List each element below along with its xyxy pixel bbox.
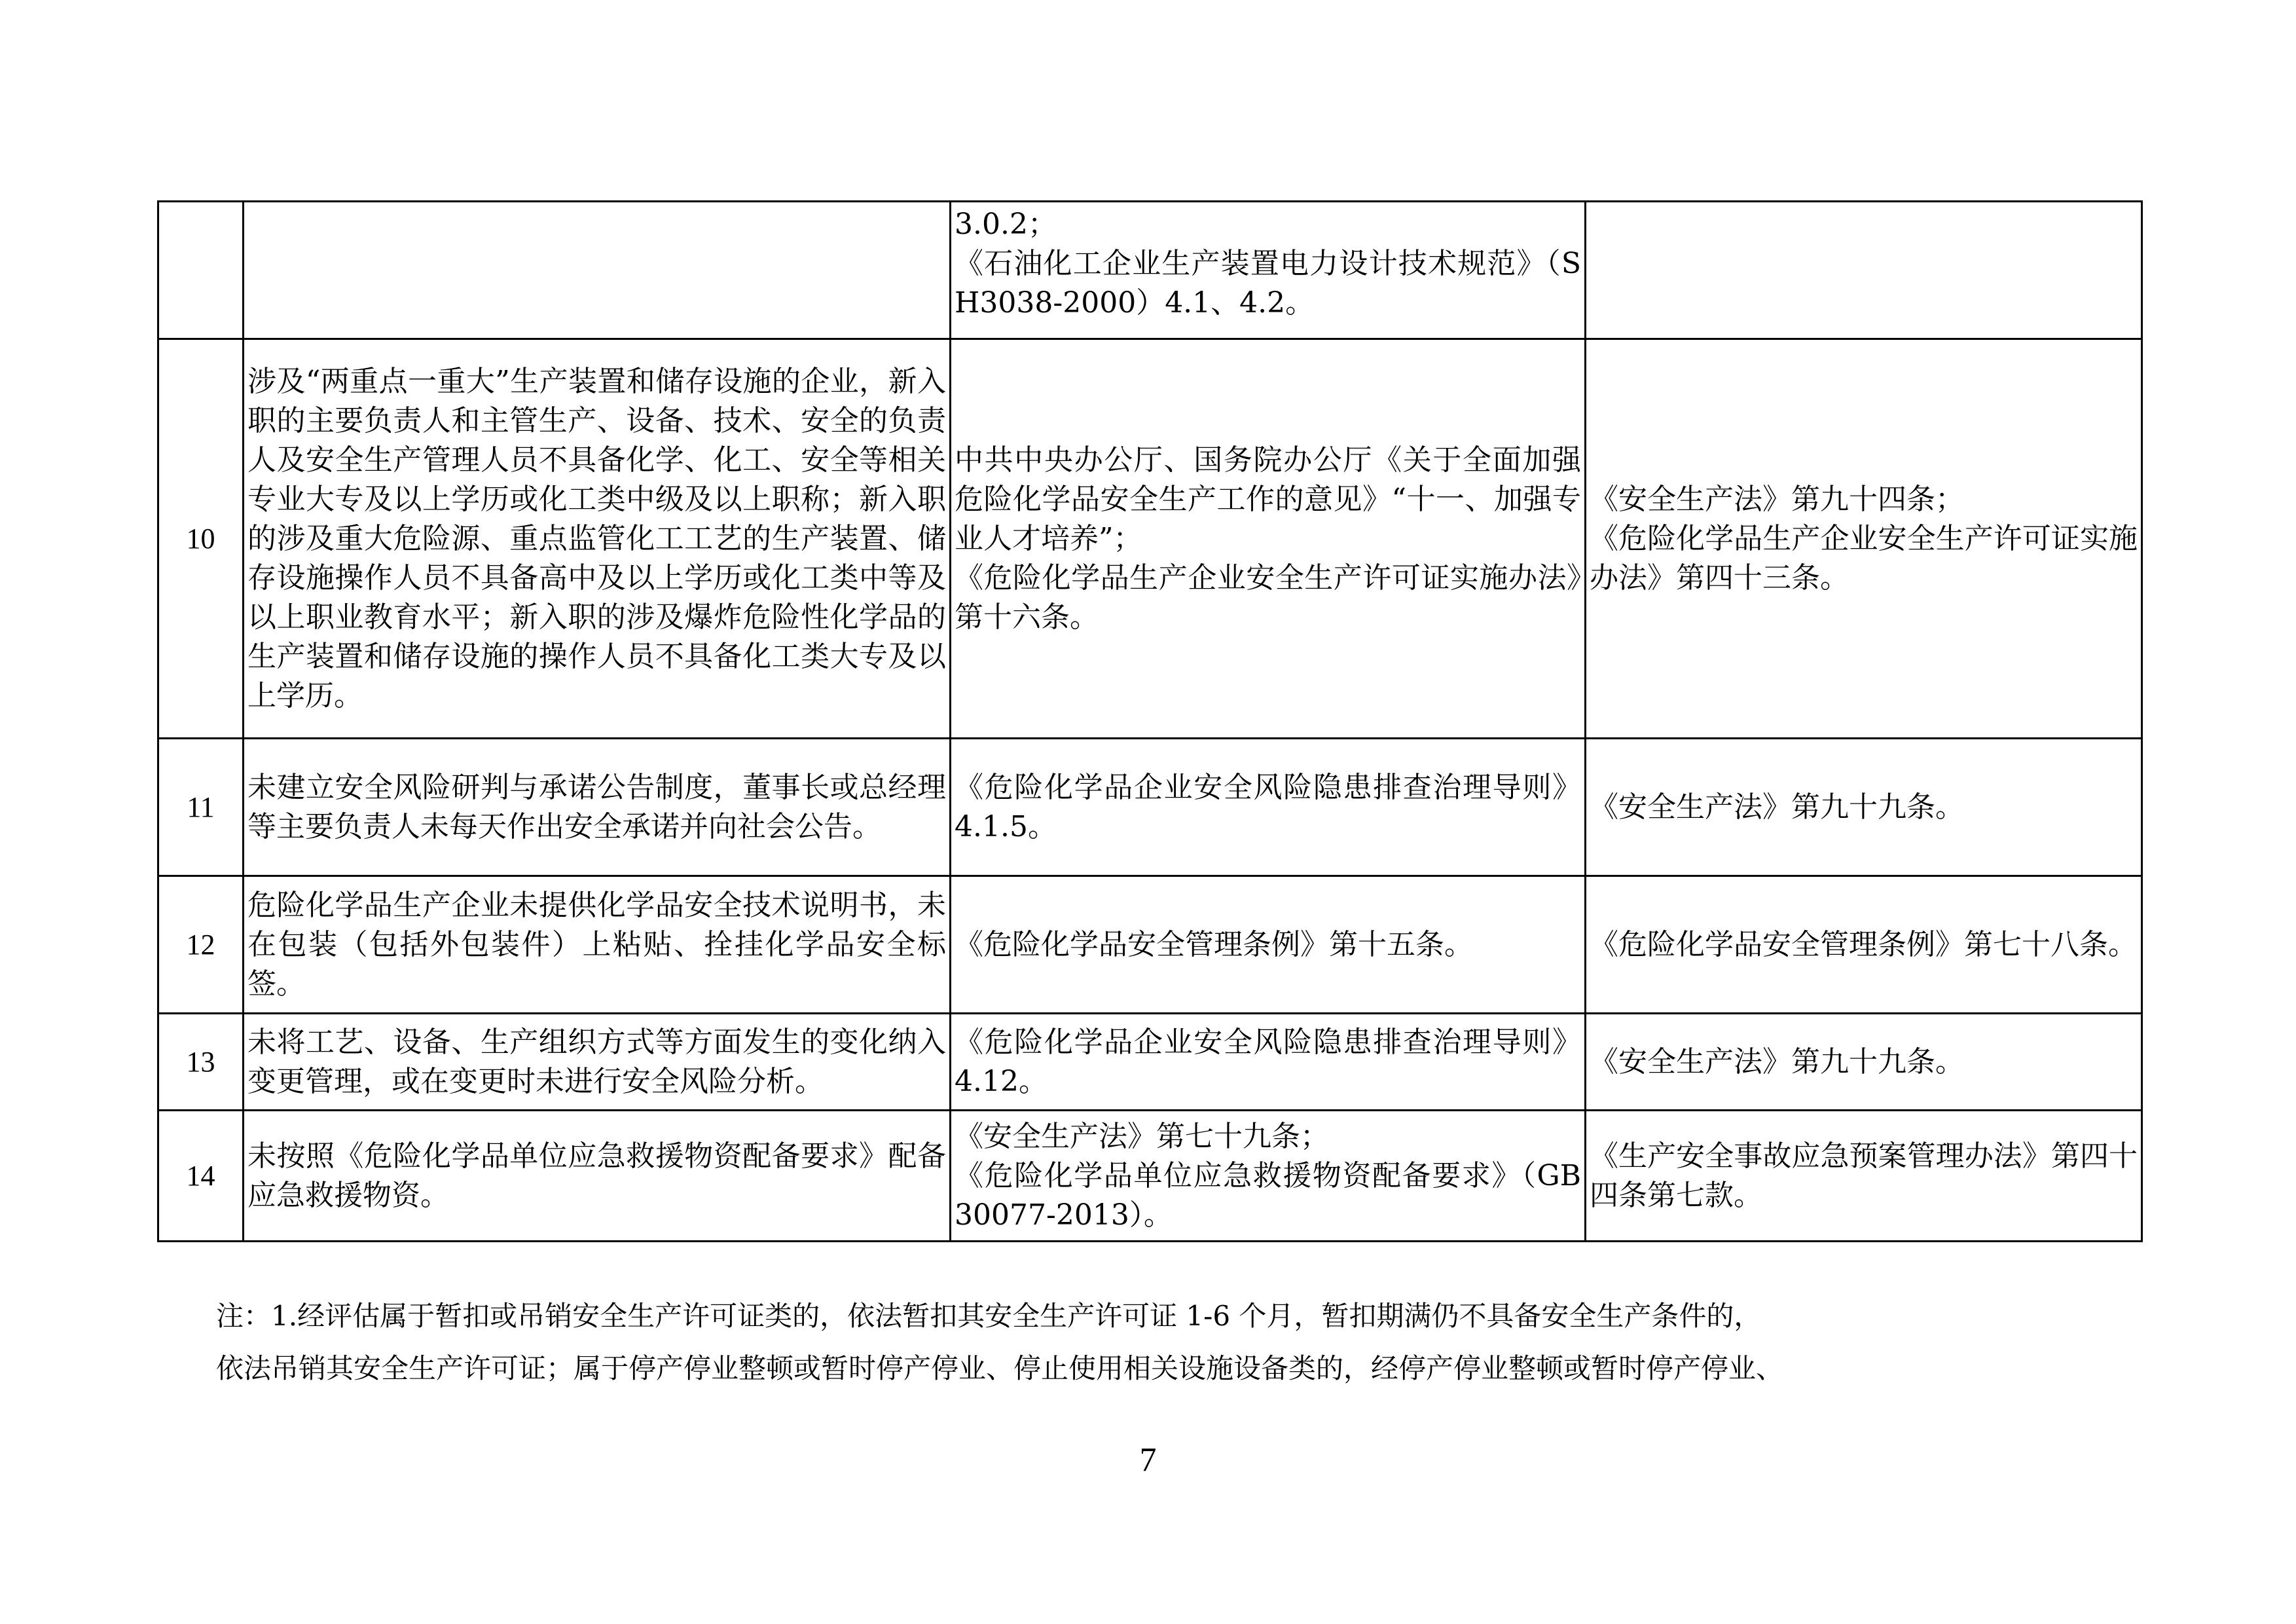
- table-row: [158, 202, 2142, 339]
- basis-line: 中共中央办公厅、国务院办公厅《关于全面加强危险化学品安全生产工作的意见》“十一、加强专业人才培养”；: [955, 443, 1581, 555]
- basis-line: 《石油化工企业生产装置电力设计技术规范》（SH3038-2000）4.1、4.2。: [955, 247, 1581, 320]
- row-number: [158, 202, 244, 339]
- row-number: 10: [158, 339, 244, 739]
- table-row: [158, 739, 2142, 876]
- penalty-line: 《安全生产法》第九十九条。: [1590, 790, 1964, 824]
- basis-cell: [951, 202, 1586, 339]
- penalty-line: 《危险化学品生产企业安全生产许可证实施办法》第四十三条。: [1590, 521, 2138, 595]
- basis-line: 《危险化学品企业安全风险隐患排查治理导则》4.1.5。: [955, 770, 1581, 843]
- condition-cell: 未按照《危险化学品单位应急救援物资配备要求》配备应急救援物资。: [244, 1111, 951, 1242]
- row-number: 11: [158, 739, 244, 876]
- condition-cell: 未将工艺、设备、生产组织方式等方面发生的变化纳入变更管理，或在变更时未进行安全风险分析。: [244, 1014, 951, 1111]
- penalty-cell: [1586, 876, 2142, 1014]
- penalty-cell: [1586, 1014, 2142, 1111]
- table-row: [158, 1014, 2142, 1111]
- penalty-cell: [1586, 202, 2142, 339]
- basis-cell: [951, 876, 1586, 1014]
- basis-line: 《危险化学品企业安全风险隐患排查治理导则》4.12。: [955, 1025, 1581, 1098]
- penalty-line: 《生产安全事故应急预案管理办法》第四十四条第七款。: [1590, 1139, 2138, 1212]
- row-number: 14: [158, 1111, 244, 1242]
- penalty-line: 《安全生产法》第九十九条。: [1590, 1044, 1964, 1079]
- basis-cell: [951, 1111, 1586, 1242]
- page-number: 7: [1139, 1441, 1157, 1479]
- basis-cell: [951, 739, 1586, 876]
- penalty-cell: [1586, 739, 2142, 876]
- penalty-line: 《危险化学品安全管理条例》第七十八条。: [1590, 927, 2137, 961]
- basis-cell: [951, 339, 1586, 739]
- note-line-1: 注：1.经评估属于暂扣或吊销安全生产许可证类的，依法暂扣其安全生产许可证 1-6 个月，暂扣期满仍不具备安全生产条件的，: [216, 1300, 1762, 1332]
- basis-line: 《安全生产法》第七十九条；: [955, 1119, 1329, 1153]
- table-row: [158, 876, 2142, 1014]
- note-line-2: 依法吊销其安全生产许可证；属于停产停业整顿或暂时停产停业、停止使用相关设施设备类的，经停产停业整顿或暂时停产停业、: [216, 1352, 1784, 1384]
- condition-cell: 未建立安全风险研判与承诺公告制度，董事长或总经理等主要负责人未每天作出安全承诺并向社会公告。: [244, 739, 951, 876]
- row-number: 13: [158, 1014, 244, 1111]
- penalty-cell: [1586, 1111, 2142, 1242]
- table-row: [158, 1111, 2142, 1242]
- condition-cell: 危险化学品生产企业未提供化学品安全技术说明书，未在包装（包括外包装件）上粘贴、拴挂化学品安全标签。: [244, 876, 951, 1014]
- table-row: [158, 339, 2142, 739]
- penalty-cell: [1586, 339, 2142, 739]
- hazard-criteria-table: [157, 200, 2143, 1242]
- basis-line: 《危险化学品单位应急救援物资配备要求》（GB 30077-2013）。: [955, 1158, 1581, 1232]
- basis-line: 《危险化学品生产企业安全生产许可证实施办法》第十六条。: [955, 561, 1581, 634]
- basis-line: 《危险化学品安全管理条例》第十五条。: [955, 927, 1473, 961]
- penalty-line: 《安全生产法》第九十四条；: [1590, 482, 1964, 516]
- basis-line: 3.0.2；: [955, 208, 1057, 241]
- basis-cell: [951, 1014, 1586, 1111]
- condition-cell: [244, 202, 951, 339]
- row-number: 12: [158, 876, 244, 1014]
- condition-cell: 涉及“两重点一重大”生产装置和储存设施的企业，新入职的主要负责人和主管生产、设备、技术、安全的负责人及安全生产管理人员不具备化学、化工、安全等相关专业大专及以上学历或化工类中级及以上职称；新入职的涉及重大危险源、重点监管化工工艺的生产装置、储存设施操作人员不具备高中及以上学历或化工类中等及以上职业教育水平；新入职的涉及爆炸危险性化学品的生产装置和储存设施的操作人员不具备化工类大专及以上学历。: [244, 339, 951, 739]
